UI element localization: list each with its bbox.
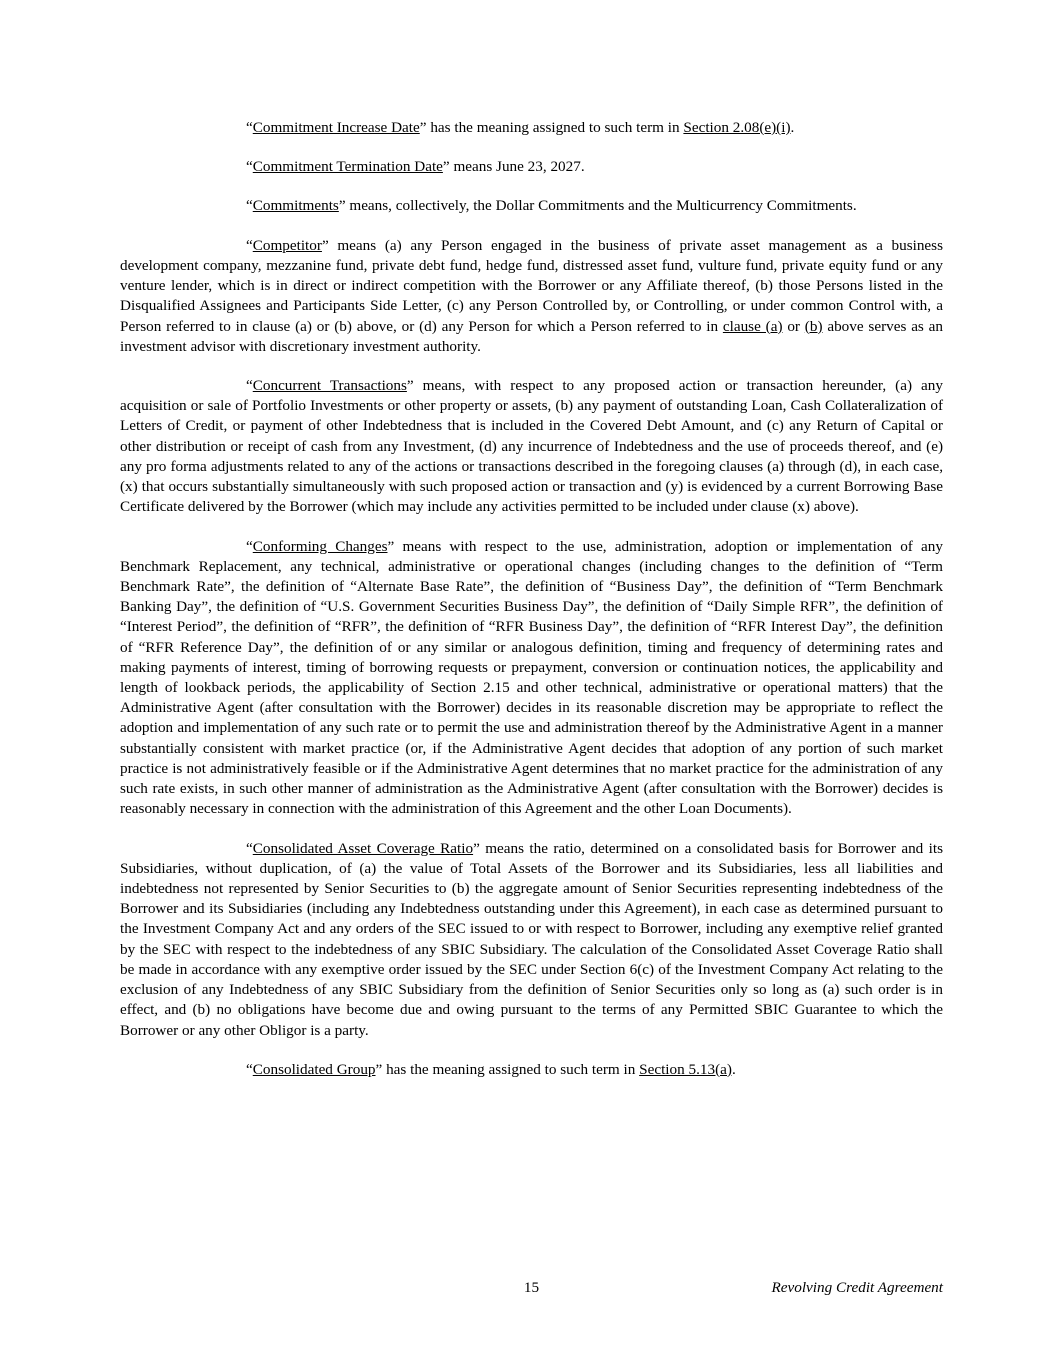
quote-open: “: [246, 839, 253, 857]
definition-consolidated-group: [120, 1060, 943, 1080]
quote-close: ”: [321, 236, 338, 254]
definition-commitment-increase-date: [120, 118, 943, 138]
definition-commitments: [120, 196, 943, 216]
quote-close: ”: [375, 1060, 387, 1078]
document-body: [120, 118, 943, 1080]
definition-text-mid: or: [782, 317, 805, 335]
quote-close: ”: [387, 537, 403, 555]
quote-open: “: [246, 158, 253, 176]
section-reference[interactable]: Section 2.08(e)(i): [683, 119, 791, 136]
clause-reference-a[interactable]: clause (a): [722, 317, 783, 335]
quote-open: “: [246, 119, 253, 136]
definition-text-tail: above serves as an investment advisor with discretionary investment authority.: [120, 317, 944, 355]
definition-text: means (a) any Person engaged in the business of private asset management as a business development company, mezzanine fund, private debt fund, hedge fund, distressed asset fund, vulture fund, private equity fund or any venture lender, which is in direct or indirect competition with the Borrower or any Affiliate thereof, (b) those Persons listed in the Disqualified Assignees and Participants Side Letter, (c) any Person Controlled by, or Controlling, or under common Control with, a Person referred to in clause (a) or (b) above, or (d) any Person for which a Person referred to in: [120, 236, 943, 335]
quote-close: ”: [442, 158, 454, 176]
definition-text: means, with respect to any proposed action or transaction hereunder, (a) any acquisition or sale of Portfolio Investments or other property or assets, (b) any payment of outstanding Loan, Cash Collateralization of Letters of Credit, or payment of other Indebtedness that is included in the Covered Debt Amount, and (c) any Return of Capital or other distribution or receipt of cash from any Investment, (d) any incurrence of Indebtedness and the use of proceeds thereof, and (e) any pro forma adjustments related to any of the actions or transactions described in the foregoing clauses (a) through (d), in each case, (x) that occurs substantially simultaneously with such proposed action or transaction and (y) is evidenced by a current Borrowing Base Certificate delivered by the Borrower (which may include any activities permitted to be included under clause (x) above).: [120, 376, 943, 516]
definition-conforming-changes: [120, 537, 943, 820]
page-number: 15: [523, 1279, 540, 1296]
definition-text: means the ratio, determined on a consolidated basis for Borrower and its Subsidiaries, without duplication, of (a) the value of Total Assets of the Borrower and its Subsidiaries, less all liabilities and indebtedness not represented by Senior Securities to (b) the aggregate amount of Senior Securities representing indebtedness of the Borrower and its Subsidiaries (including any Indebtedness outstanding under this Agreement), in each case as determined pursuant to the Investment Company Act and any orders of the SEC issued to or with respect to Borrower, including any exemptive relief granted by the SEC with respect to the indebtedness of any SBIC Subsidiary. The calculation of the Consolidated Asset Coverage Ratio shall be made in accordance with any exemptive order issued by the SEC under Section 6(c) of the Investment Company Act relating to the exclusion of any Indebtedness of any SBIC Subsidiary from the definition of Senior Securities only so long as (a) such order is in effect, and (b) no obligations have become due and owing pursuant to the terms of any Permitted SBIC Guarantee to which the Borrower or any other Obligor is a party.: [120, 839, 944, 1039]
footer-document-title: Revolving Credit Agreement: [771, 1279, 943, 1296]
defined-term: Commitment Termination Date: [252, 158, 443, 176]
definition-text: means with respect to the use, administration, adoption or implementation of any Benchmark Replacement, any technical, administrative or operational changes (including changes to the definition of “Term Benchmark Rate”, the definition of “Alternate Base Rate”, the definition of “Business Day”, the definition of “Term Benchmark Banking Day”, the definition of “U.S. Government Securities Business Day”, the definition of “Daily Simple RFR”, the definition of “Interest Period”, the definition of “RFR”, the definition of “RFR Business Day”, the definition of “RFR Interest Day”, the definition of “RFR Reference Day”, the definition of or any similar or analogous definition, timing and frequency of determining rates and making payments of interest, timing of borrowing requests or prepayment, conversion or continuation notices, the applicability and length of lookback periods, the applicability of Section 2.15 and other technical, administrative or operational matters) that the Administrative Agent (after consultation with the Borrower) decides in its reasonable discretion may be appropriate to reflect the adoption and implementation of any such rate or to permit the use and administration thereof by the Administrative Agent in a manner substantially consistent with market practice (or, if the Administrative Agent decides that adoption of any portion of such market practice is not administratively feasible or if the Administrative Agent determines that no market practice for the administration of any such rate exists, in such other manner of administration as the Administrative Agent (after consultation with the Borrower) decides is reasonably necessary in connection with the administration of this Agreement and the other Loan Documents).: [120, 537, 943, 818]
quote-close: ”: [473, 839, 486, 857]
definition-commitment-termination-date: [120, 157, 943, 177]
definition-text: means, collectively, the Dollar Commitments and the Multicurrency Commitments.: [349, 197, 857, 215]
page-footer: [120, 1279, 943, 1303]
quote-open: “: [246, 197, 253, 215]
defined-term: Concurrent Transactions: [252, 376, 407, 394]
quote-open: “: [246, 236, 253, 254]
quote-open: “: [246, 537, 253, 555]
quote-open: “: [246, 376, 253, 394]
definition-text: has the meaning assigned to such term in: [386, 1060, 640, 1078]
definition-concurrent-transactions: [120, 376, 943, 518]
defined-term: Commitment Increase Date: [252, 119, 420, 136]
definition-text: means June 23, 2027.: [453, 158, 585, 176]
definition-text: has the meaning assigned to such term in: [430, 119, 684, 136]
defined-term: Conforming Changes: [252, 537, 388, 555]
clause-reference-b[interactable]: (b): [804, 317, 823, 335]
quote-open: “: [246, 1060, 253, 1078]
quote-close: ”: [406, 376, 423, 394]
defined-term: Consolidated Asset Coverage Ratio: [252, 839, 474, 857]
defined-term: Consolidated Group: [252, 1060, 376, 1078]
defined-term: Competitor: [252, 236, 322, 254]
definition-text-tail: .: [790, 119, 795, 136]
defined-term: Commitments: [252, 197, 339, 215]
definition-competitor: [120, 236, 943, 357]
definition-consolidated-asset-coverage-ratio: [120, 839, 943, 1041]
definition-text-tail: .: [731, 1060, 736, 1078]
section-reference[interactable]: Section 5.13(a): [639, 1060, 732, 1078]
quote-close: ”: [419, 119, 431, 136]
quote-close: ”: [338, 197, 350, 215]
